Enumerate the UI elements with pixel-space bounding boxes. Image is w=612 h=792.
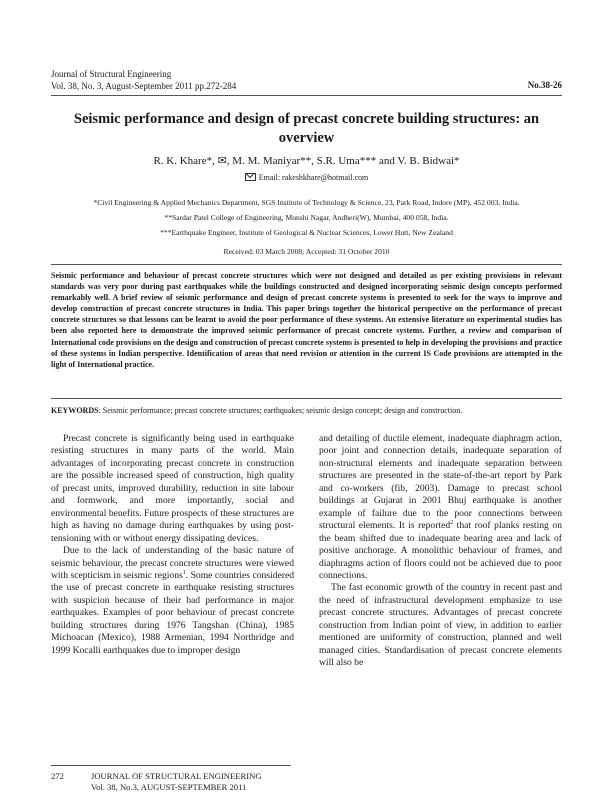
email-text: Email: rakeshkhare@hotmail.com (258, 173, 369, 182)
received-accepted-dates: Received: 03 March 2008; Accepted: 31 October 2010 (223, 247, 390, 256)
footer-journal (91, 771, 262, 792)
header-rule (51, 95, 562, 96)
body-column-right (319, 433, 562, 670)
footer-volume: Vol. 38, No.3, AUGUST-SEPTEMBER 2011 (91, 781, 247, 792)
journal-name: Journal of Structural Engineering (51, 69, 172, 79)
paper-number: No.38-26 (527, 80, 562, 90)
footer-journal-name: JOURNAL OF STRUCTURAL ENGINEERING (91, 771, 262, 781)
authors: R. K. Khare*, ✉, M. M. Maniyar**, S.R. Uma*** and V. B. Bidwai* (153, 155, 460, 167)
paper-title: Seismic performance and design of precast concrete building structures: an overview (73, 111, 540, 146)
paragraph-text: that roof planks resting on the beam shifted due to inadequate bearing area and lack of positive anchorage. A monolithic behaviour of frames, and diaphragms action of floors could not be achieved due to poor connections. (319, 520, 562, 581)
citation-ref: 1 (182, 569, 186, 576)
journal-header (51, 69, 236, 92)
paragraph-text: Due to the lack of understanding of the basic nature of seismic behaviour, the precast concrete structures were viewed with scepticism in seismic regions (51, 545, 294, 581)
body-paragraph (51, 545, 294, 657)
body-paragraph: Precast concrete is significantly being used in earthquake resisting structures in many parts of the world. Main advantages of incorporating precast concrete in construction are the possible increased speed of construction, high quality of precast units, improved durability, reduction in site labour and formwork, and more importantly, social and environmental benefits. Future prospects of these structures are high as having no damage during earthquakes by using post-tensioning with or without energy dissipating devices. (51, 433, 294, 544)
paragraph-text: . Some countries considered the use of precast concrete in earthquake resisting structures with suspicion because of their bad performance in major earthquakes. Examples of poor behaviour of precast concrete building structures during 1976 Tangshan (China), 1985 Michoacan (Mexico), 1988 Armenian, 1994 Northridge and 1999 Kocalli earthquakes due to improper design (51, 569, 294, 656)
affiliation-1: *Civil Engineering & Applied Mechanics Department, SGS Institute of Technology & Science, 23, Park Road, Indore (MP), 452 003, India. (93, 198, 520, 207)
email-line (51, 172, 562, 182)
affiliation-2: **Sardar Patel College of Engineering, Munshi Nagar, Andheri(W), Mumbai, 400 058, India. (164, 213, 449, 222)
keywords-text: : Seismic performance; precast concrete structures; earthquakes; seismic design concept; design and construction. (98, 406, 463, 415)
affiliations (51, 195, 562, 240)
volume-line: Vol. 38, No. 3, August-September 2011 pp.272-284 (51, 80, 237, 91)
body-paragraph: The fast economic growth of the country in recent past and the need of infrastructural development emphasize to use precast concrete structures. Advantages of precast concrete construction from Indian point of view, in addition to earlier mentioned are uniformity of construction, planned and well managed cities. Standardisation of precast concrete elements will also be (319, 582, 562, 669)
body-paragraph (319, 433, 562, 582)
affiliation-3: ***Earthquake Engineer, Institute of Geological & Nuclear Sciences, Lower Hutt, New Zealand (160, 228, 453, 237)
keywords (51, 405, 562, 416)
citation-ref: 2 (450, 519, 454, 526)
paragraph-text: and detailing of ductile element, inadequate diaphragm action, poor joint and connection details, inadequate separation of non-structural elements and inadequate separation between structures are presented in the state-of-the-art report by Park and co-workers (fib, 2003). Damage to precast school buildings at Gujarat in 2001 Bhuj earthquake is another example of failure due to the poor connections between structural elements. It is reported (319, 433, 562, 532)
abstract: Seismic performance and behaviour of precast concrete structures which were not designed and detailed as per existing provisions in relevant standards was very poor during past earthquakes while the buildings constructed and designed incorporating seismic design concepts performed remarkably well. A brief review of seismic performance and design of precast concrete systems is presented to seek for the ways to improve and develop construction of precast concrete structures in India. This paper brings together the historical perspective on the performance of precast concrete structures so that lessons can be learnt to avoid the poor performance of these systems. An extensive literature on experimental studies has been also reported here to demonstrate the improved seismic performance of precast concrete systems. Further, a review and comparison of International code provisions on the design and construction of precast concrete systems is presented to help in developing the provisions and practice of these systems in Indian perspective. Identification of areas that need revision or attention in the current IS Code provisions are attempted in the light of International practice. (51, 271, 562, 369)
page-number: 272 (51, 771, 64, 781)
envelope-icon (245, 173, 256, 181)
abstract-bottom-rule (51, 398, 562, 399)
footer-rule (51, 765, 291, 766)
body-column-left (51, 433, 294, 657)
abstract-top-rule (51, 264, 562, 265)
keywords-label: KEYWORDS (51, 406, 99, 415)
